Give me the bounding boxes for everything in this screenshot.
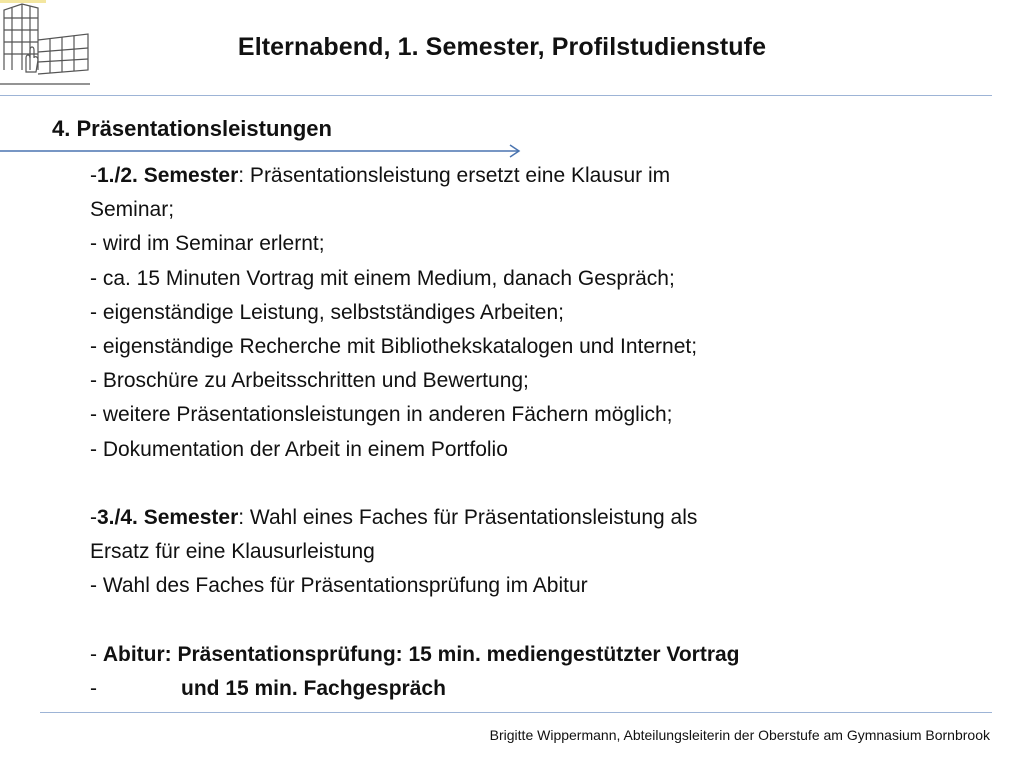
- footer-divider: [40, 712, 992, 713]
- semester-34-line: [90, 501, 890, 535]
- abitur-line: [90, 638, 890, 672]
- semester-34-text-cont: Ersatz für eine Klausurleistung: [90, 540, 375, 564]
- footer-text: Brigitte Wippermann, Abteilungsleiterin der Oberstufe am Gymnasium Bornbrook: [489, 727, 990, 743]
- list-item: - Wahl des Faches für Präsentationsprüfung im Abitur: [90, 574, 588, 598]
- semester-34-text: : Wahl eines Faches für Präsentationsleistung als: [238, 506, 698, 530]
- semester-12-text-cont: Seminar;: [90, 198, 175, 222]
- list-item: - eigenständige Recherche mit Bibliothekskatalogen und Internet;: [90, 335, 698, 359]
- semester-34-label: 3./4. Semester: [97, 506, 239, 530]
- dash: -: [90, 677, 97, 701]
- slide-body: [90, 159, 890, 706]
- spacer: [90, 604, 890, 638]
- list-item: - weitere Präsentationsleistungen in anderen Fächern möglich;: [90, 403, 673, 427]
- semester-12-line: [90, 159, 890, 193]
- dash: -: [90, 642, 103, 666]
- semester-12-label: 1./2. Semester: [97, 164, 239, 187]
- abitur-line-2: [90, 672, 890, 706]
- right-arrow-icon: [0, 143, 524, 159]
- section-heading: 4. Präsentationsleistungen: [52, 116, 332, 141]
- list-item: - Broschüre zu Arbeitsschritten und Bewertung;: [90, 369, 529, 393]
- header-divider: [0, 95, 992, 96]
- abitur-label-cont: und 15 min. Fachgespräch: [181, 677, 446, 701]
- dash: -: [90, 506, 97, 530]
- list-item: - Dokumentation der Arbeit in einem Portfolio: [90, 437, 508, 461]
- abitur-label: Abitur: Präsentationsprüfung: 15 min. mediengestützter Vortrag: [102, 642, 740, 666]
- list-item: - eigenständige Leistung, selbstständiges Arbeiten;: [90, 300, 564, 324]
- spacer: [90, 467, 890, 501]
- dash: -: [90, 164, 97, 187]
- list-item: - wird im Seminar erlernt;: [90, 232, 325, 256]
- page-title: Elternabend, 1. Semester, Profilstudienstufe: [237, 33, 767, 61]
- list-item: - ca. 15 Minuten Vortrag mit einem Medium, danach Gespräch;: [90, 266, 675, 290]
- semester-12-text: : Präsentationsleistung ersetzt eine Klausur im: [238, 164, 671, 187]
